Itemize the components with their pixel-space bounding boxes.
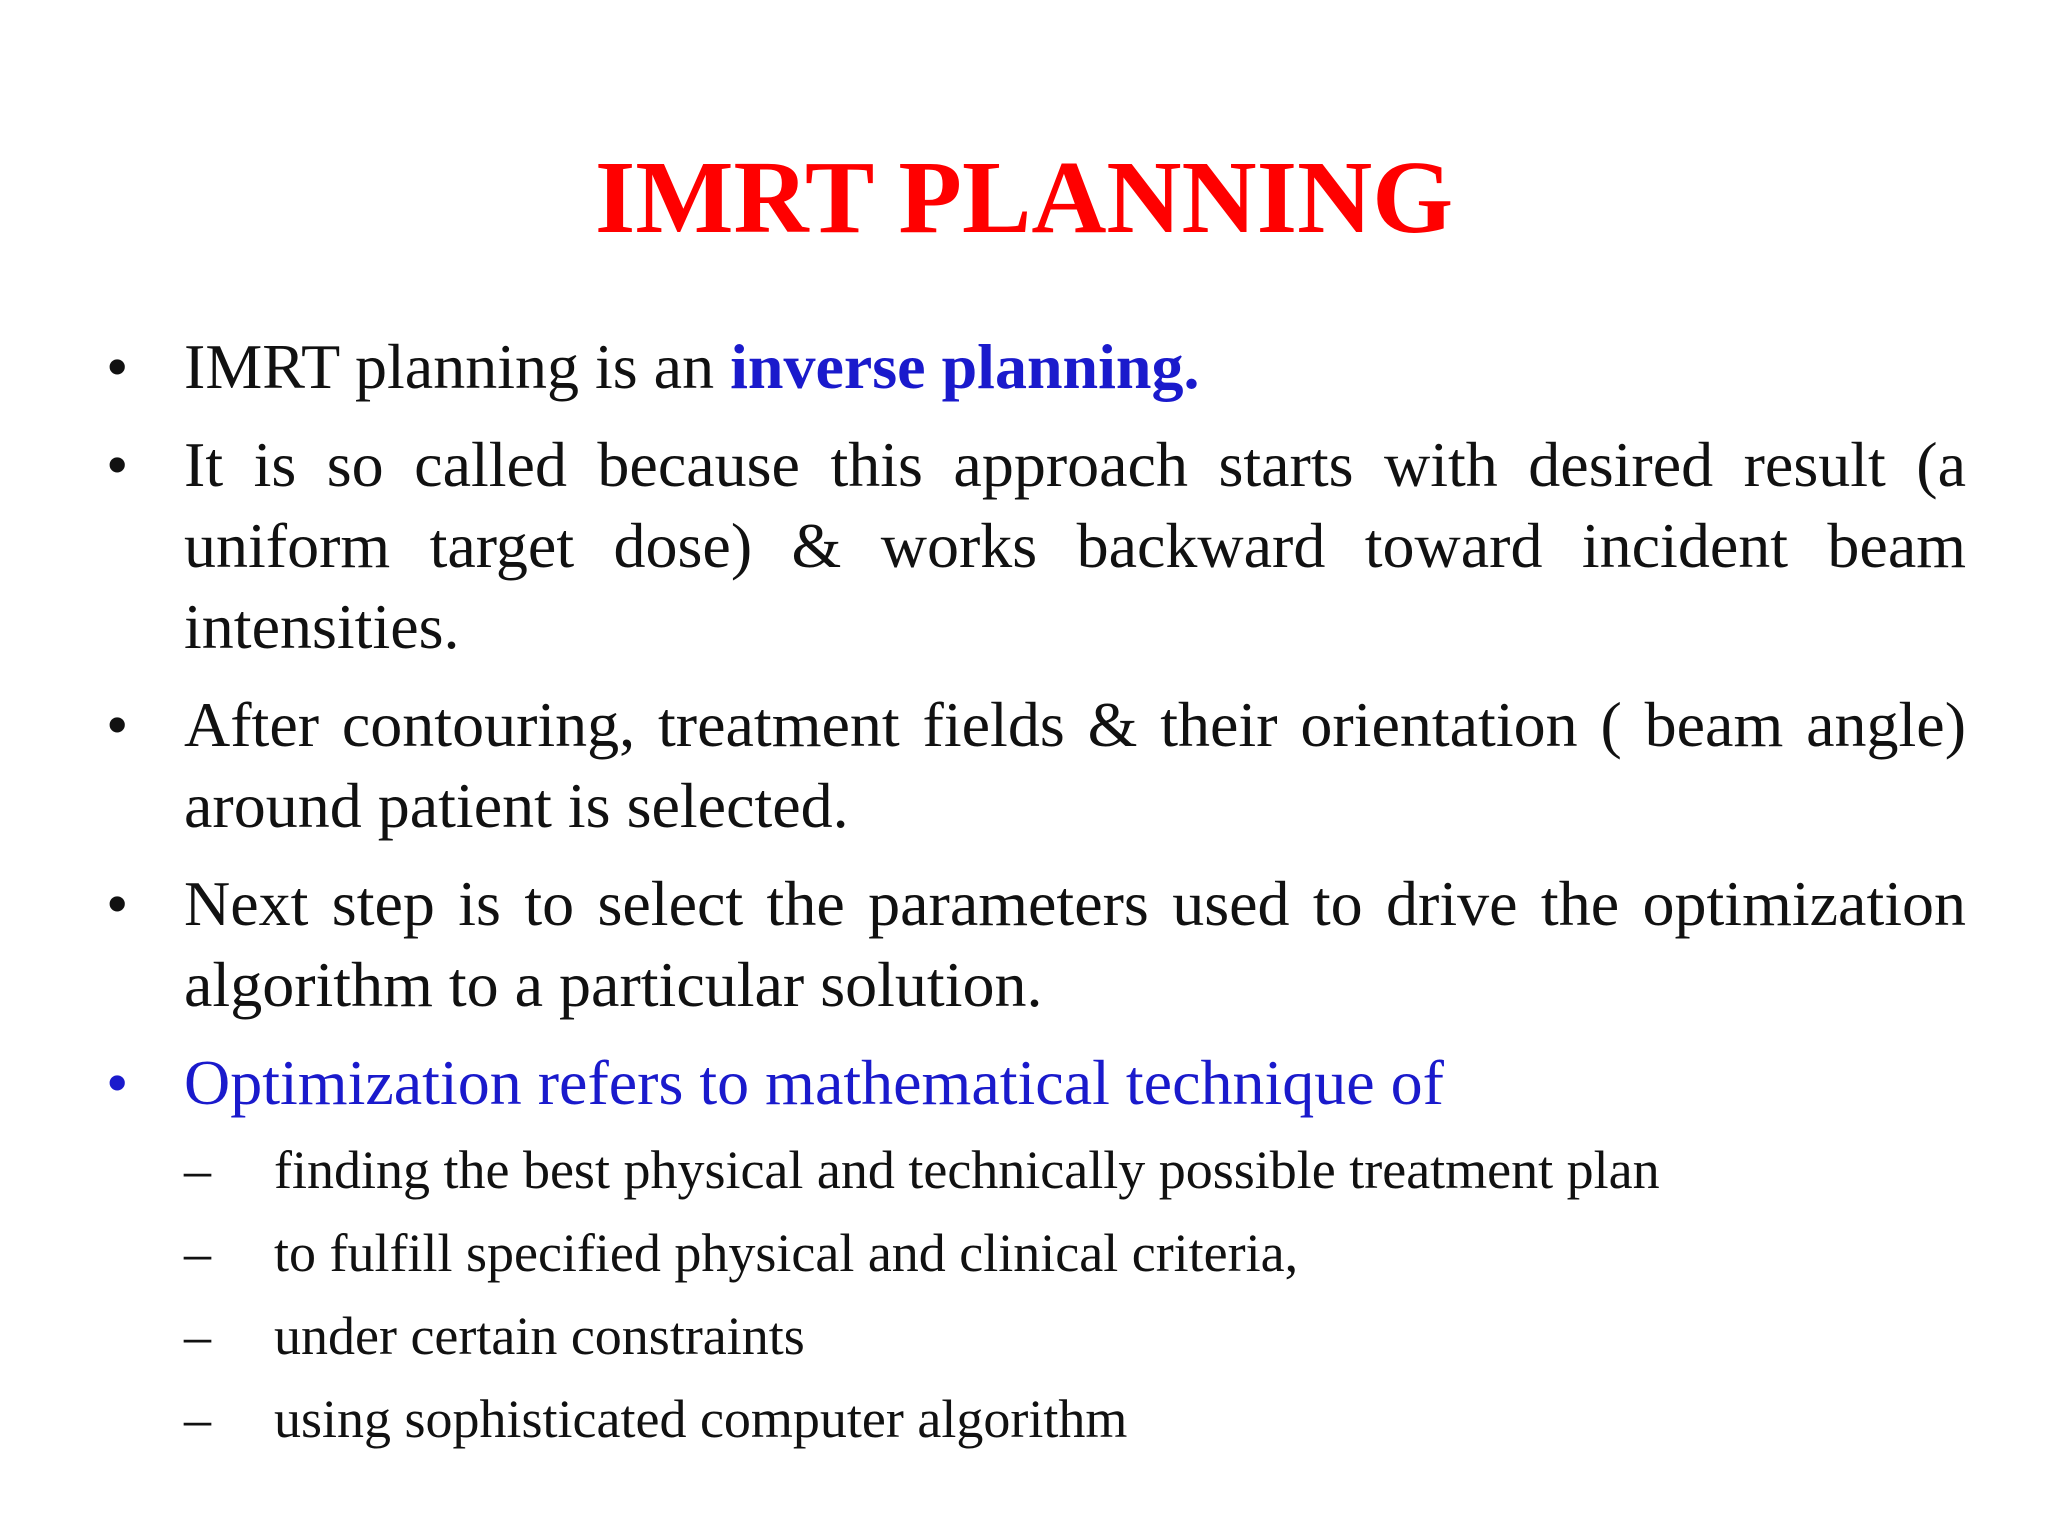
bullet-text: IMRT planning is an <box>184 331 731 402</box>
bullet-text: Optimization refers to mathematical technique of <box>184 1047 1444 1118</box>
bullet-marker: • <box>106 429 129 500</box>
sub-bullet-list <box>184 1129 1966 1461</box>
sub-bullet-marker: – <box>184 1140 211 1200</box>
bullet-text: After contouring, treatment fields & their orientation ( beam angle) around patient is selected. <box>184 689 1966 841</box>
sub-bullet-text: using sophisticated computer algorithm <box>274 1389 1128 1449</box>
sub-bullet-item <box>184 1129 1966 1212</box>
sub-bullet-marker: – <box>184 1306 211 1366</box>
bullet-item-next-step <box>106 863 1966 1025</box>
sub-bullet-text: to fulfill specified physical and clinical criteria, <box>274 1223 1299 1283</box>
bullet-item-why-called <box>106 424 1966 667</box>
sub-bullet-item <box>184 1212 1966 1295</box>
sub-bullet-text: under certain constraints <box>274 1306 805 1366</box>
bullet-marker: • <box>106 1047 129 1118</box>
bullet-text: It is so called because this approach starts with desired result (a uniform target dose) & works backward toward incident beam intensities. <box>184 429 1966 662</box>
bullet-item-after-contouring <box>106 684 1966 846</box>
bullet-marker: • <box>106 331 129 402</box>
bullet-item-optimization <box>106 1042 1966 1461</box>
bullet-item-inverse-planning <box>106 326 1966 407</box>
sub-bullet-marker: – <box>184 1389 211 1449</box>
bullet-emphasis: inverse planning. <box>730 331 1200 402</box>
bullet-text: Next step is to select the parameters used to drive the optimization algorithm to a particular solution. <box>184 868 1966 1020</box>
sub-bullet-item <box>184 1295 1966 1378</box>
slide-title: IMRT PLANNING <box>594 140 1454 255</box>
bullet-marker: • <box>106 868 129 939</box>
bullet-marker: • <box>106 689 129 760</box>
sub-bullet-text: finding the best physical and technically possible treatment plan <box>274 1140 1660 1200</box>
sub-bullet-marker: – <box>184 1223 211 1283</box>
sub-bullet-item <box>184 1378 1966 1461</box>
bullet-list <box>106 326 1966 1478</box>
